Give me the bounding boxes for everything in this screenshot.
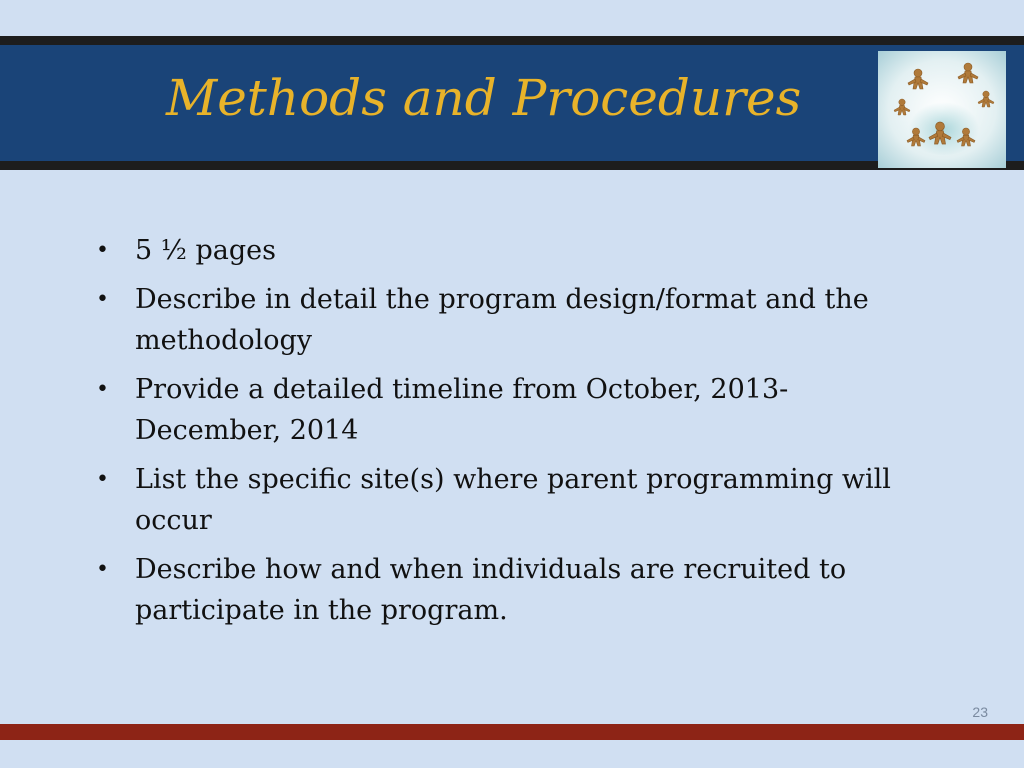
header-band xyxy=(0,36,1024,170)
bullet-text: Describe how and when individuals are recruited to participate in the program. xyxy=(135,554,847,626)
bullet-list xyxy=(92,230,922,631)
bullet-item xyxy=(92,549,922,631)
bullet-icon: • xyxy=(96,467,109,492)
slide-number: 23 xyxy=(972,704,988,720)
bullet-item xyxy=(92,369,922,451)
bullet-icon: • xyxy=(96,287,109,312)
footer-bar xyxy=(0,724,1024,740)
header-inner xyxy=(0,45,1024,161)
bullet-text: 5 ½ pages xyxy=(135,235,277,266)
bullet-item xyxy=(92,230,922,271)
slide-title: Methods and Procedures xyxy=(166,69,802,127)
bullet-text: Provide a detailed timeline from October, 2013-December, 2014 xyxy=(135,374,789,446)
bullet-icon: • xyxy=(96,238,109,263)
bullet-icon: • xyxy=(96,557,109,582)
bullet-item xyxy=(92,459,922,541)
slide-body xyxy=(92,230,922,639)
bullet-text: Describe in detail the program design/format and the methodology xyxy=(135,284,869,356)
bullet-text: List the specific site(s) where parent programming will occur xyxy=(135,464,891,536)
bullet-icon: • xyxy=(96,377,109,402)
people-circle-icon xyxy=(878,51,1006,168)
bullet-item xyxy=(92,279,922,361)
